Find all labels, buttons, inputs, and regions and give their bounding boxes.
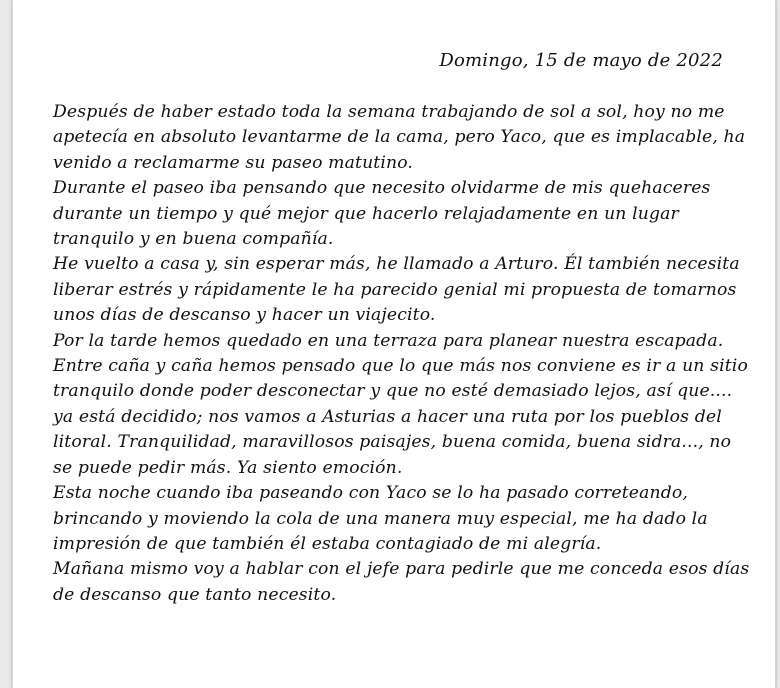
text-line: Por la tarde hemos quedado en una terraza para planear nuestra escapada. xyxy=(53,330,724,351)
diary-date: Domingo, 15 de mayo de 2022 xyxy=(439,50,723,71)
text-line: tranquilo y en buena compañía. xyxy=(53,229,334,250)
text-line: tranquilo donde poder desconectar y que no esté demasiado lejos, así que.... xyxy=(53,381,733,402)
text-line: Esta noche cuando iba paseando con Yaco se lo ha pasado correteando, xyxy=(53,483,688,504)
diary-body xyxy=(53,100,753,608)
text-line: litoral. Tranquilidad, maravillosos paisajes, buena comida, buena sidra..., no xyxy=(53,432,732,453)
text-line: apetecía en absoluto levantarme de la cama, pero Yaco, que es implacable, ha xyxy=(53,127,746,148)
text-line: brincando y moviendo la cola de una manera muy especial, me ha dado la xyxy=(53,508,708,529)
text-line: impresión de que también él estaba contagiado de mi alegría. xyxy=(53,533,602,554)
text-line: venido a reclamarme su paseo matutino. xyxy=(53,152,414,173)
text-line: unos días de descanso y hacer un viajecito. xyxy=(53,305,436,326)
text-line: Entre caña y caña hemos pensado que lo que más nos conviene es ir a un sitio xyxy=(53,356,748,377)
text-line: He vuelto a casa y, sin esperar más, he llamado a Arturo. Él también necesita xyxy=(53,254,740,275)
text-line: Después de haber estado toda la semana trabajando de sol a sol, hoy no me xyxy=(53,102,725,122)
text-line: Mañana mismo voy a hablar con el jefe para pedirle que me conceda esos días xyxy=(53,559,750,580)
text-line: liberar estrés y rápidamente le ha parecido genial mi propuesta de tomarnos xyxy=(53,279,737,300)
text-line: durante un tiempo y qué mejor que hacerlo relajadamente en un lugar xyxy=(53,203,679,224)
text-line: ya está decidido; nos vamos a Asturias a hacer una ruta por los pueblos del xyxy=(53,406,722,427)
text-line: Durante el paseo iba pensando que necesito olvidarme de mis quehaceres xyxy=(53,178,711,199)
text-line: de descanso que tanto necesito. xyxy=(53,584,337,605)
document-page xyxy=(12,0,776,688)
text-line: se puede pedir más. Ya siento emoción. xyxy=(53,457,403,478)
